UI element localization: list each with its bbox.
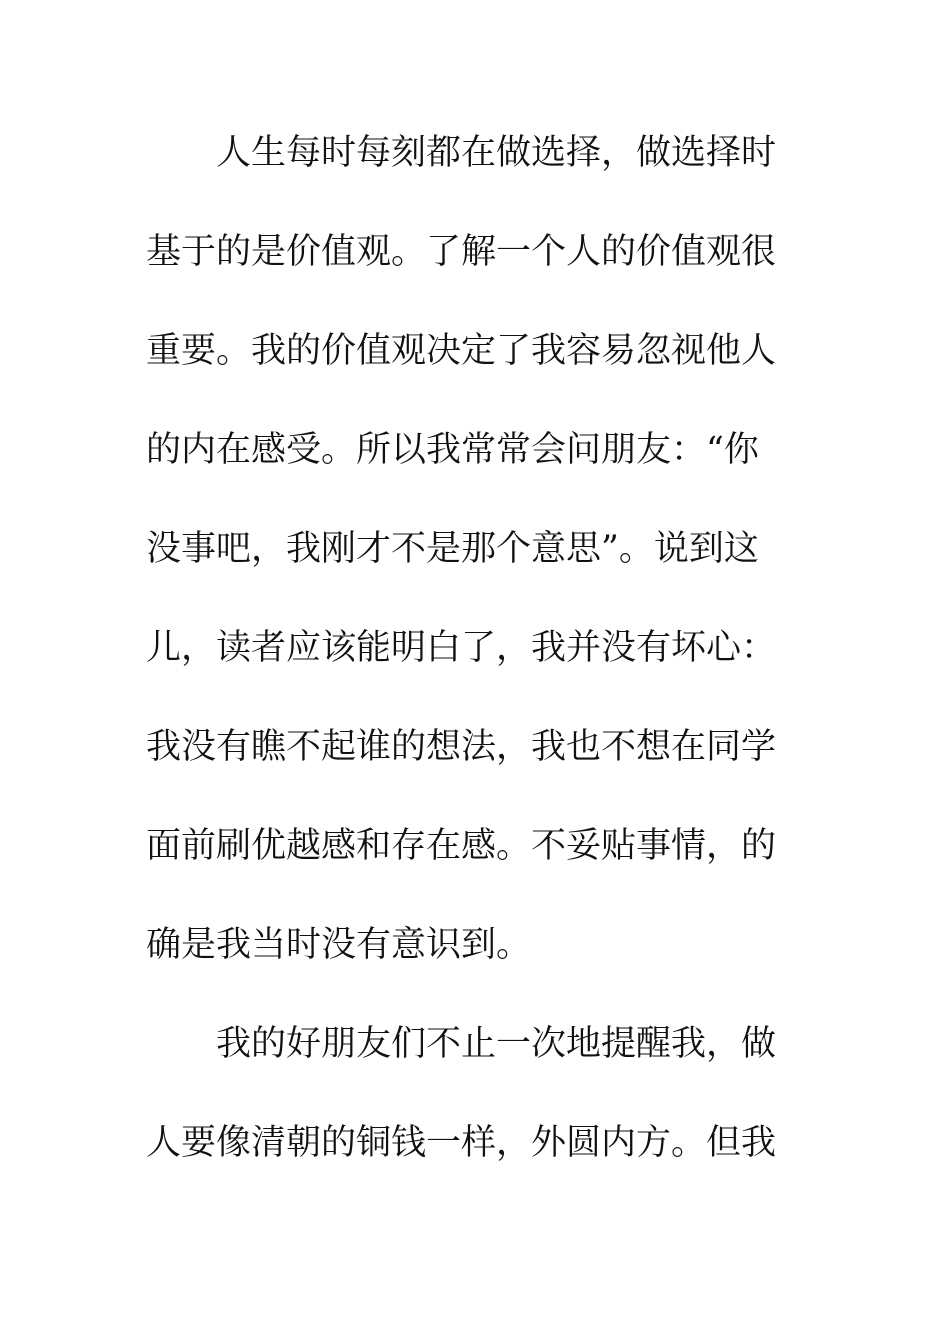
text-line: 的内在感受。所以我常常会问朋友：“你 — [146, 430, 759, 470]
text-line: 基于的是价值观。了解一个人的价值观很 — [146, 232, 777, 272]
text-line: 儿，读者应该能明白了，我并没有坏心： — [146, 628, 777, 668]
text-line: 人要像清朝的铜钱一样，外圆内方。但我 — [146, 1123, 777, 1163]
paragraph-2 — [146, 1015, 778, 1172]
text-line: 重要。我的价值观决定了我容易忽视他人 — [146, 331, 777, 371]
text-line: 确是我当时没有意识到。 — [146, 925, 532, 965]
text-line: 面前刷优越感和存在感。不妥贴事情，的 — [146, 826, 777, 866]
paragraph-1 — [146, 124, 778, 974]
text-line: 人生每时每刻都在做选择，做选择时 — [216, 133, 777, 173]
text-line: 我的好朋友们不止一次地提醒我，做 — [216, 1024, 777, 1064]
text-line: 我没有瞧不起谁的想法，我也不想在同学 — [146, 727, 777, 767]
text-line: 没事吧，我刚才不是那个意思”。说到这 — [146, 529, 759, 569]
body-text — [146, 124, 778, 1213]
